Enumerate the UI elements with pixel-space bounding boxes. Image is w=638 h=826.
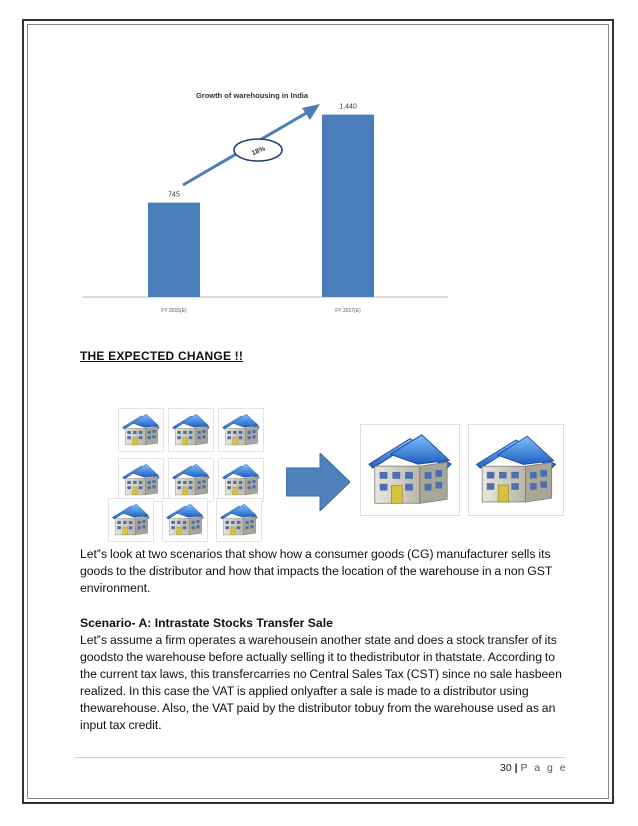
footer-separator: | — [514, 762, 518, 774]
large-warehouse-icon — [468, 424, 564, 516]
bar-fy-2015-e- — [148, 203, 200, 297]
bar-value-label: 745 — [168, 191, 180, 199]
warehouse-icon — [118, 408, 164, 452]
warehouse-icon — [168, 458, 214, 502]
page-footer — [500, 762, 568, 774]
footer-divider — [75, 757, 565, 758]
growth-annotation — [183, 104, 320, 185]
warehouse-icon — [218, 408, 264, 452]
growth-rate-label: 18% — [250, 145, 267, 158]
section-heading: THE EXPECTED CHANGE !! — [80, 349, 244, 363]
warehouse-icon — [216, 498, 262, 542]
x-tick-label: FY 2017(E) — [335, 308, 361, 314]
warehouse-icon — [168, 408, 214, 452]
scenario-a-paragraph: Let‟s assume a firm operates a warehousein another state and does a stock transfer of its goodsto the warehouse before actually selling it to thedistributor in thatstate. According to the current tax laws, this transfercarries no Central Sales Tax (CST) since no sale hasbeen realized. In this case the VAT is applied onlyafter a sale is made to a distributor using thewarehouse. Also, the VAT paid by the distributor tobuy from the warehouse used as an input tax credit. — [80, 633, 562, 732]
scenario-a-title: Scenario- A: Intrastate Stocks Transfer Sale — [80, 616, 333, 630]
chart-svg — [80, 80, 450, 325]
warehousing-growth-chart — [80, 80, 450, 325]
warehouse-icon — [218, 458, 264, 502]
growth-arrowhead — [302, 104, 320, 120]
warehouse-icon — [118, 458, 164, 502]
bar-value-label: 1,440 — [339, 103, 357, 111]
x-tick-label: FY 2015(E) — [161, 308, 187, 314]
page-label: P a g e — [520, 762, 568, 774]
warehouse-icon — [162, 498, 208, 542]
bar-fy-2017-e- — [322, 115, 374, 297]
chart-title: Growth of warehousing in India — [195, 91, 309, 100]
page-number: 30 — [500, 762, 512, 774]
large-warehouse-icon — [360, 424, 460, 516]
warehouse-icon — [108, 498, 154, 542]
intro-paragraph: Let‟s look at two scenarios that show how a consumer goods (CG) manufacturer sells its goods to the distributor and how that impacts the location of the warehouse in a non GST environment. — [80, 547, 553, 595]
right-arrow-icon — [286, 453, 350, 511]
